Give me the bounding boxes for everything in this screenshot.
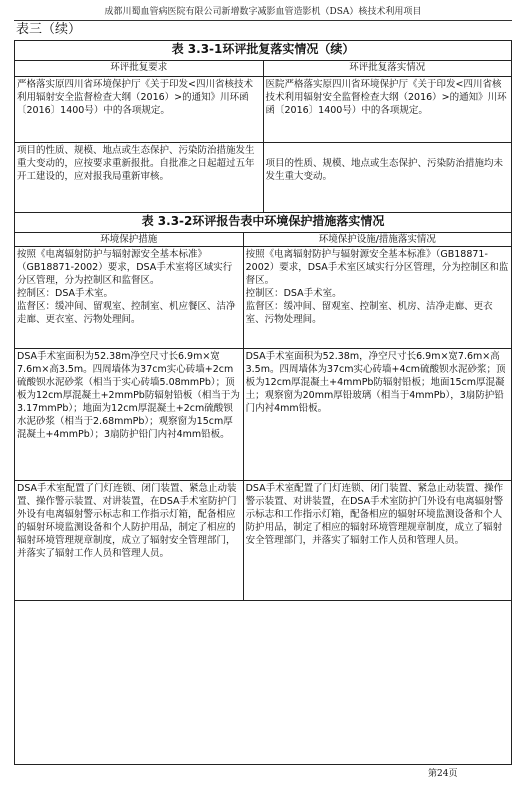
table2-cell: DSA手术室面积为52.38m，净空尺寸长6.9m×宽7.6m×高3.5m。四周墙体为37cm实心砖墙+4cm硫酸钡水泥砂浆；顶板为12cm厚混凝土+4mmPb防辐射铅板；地面15cm厚混凝土；观察窗为20mm厚铅玻璃（相当于4mmPb），3扇防护铅门内衬4mm铅板。 xyxy=(243,349,511,481)
table-approval-implementation xyxy=(14,60,512,213)
table2-cell: DSA手术室面积为52.38m净空尺寸长6.9m×宽7.6m×高3.5m。四周墙体为37cm实心砖墙+2cm硫酸钡水泥砂浆（相当于实心砖墙5.08mmPb）；顶板为12cm厚混凝土+2mmPb防辐射铅板（相当于为3.17mmPb）；地面为12cm厚混凝土+2cm硫酸钡水泥砂浆（相当于2.68mmPb）；观察窗为15cm厚混凝土+4mmPb）；3扇防护铅门内衬4mm铅板。 xyxy=(15,349,244,481)
table-protection-measures xyxy=(14,232,512,601)
section-title: 表三（续） xyxy=(16,22,82,37)
table1-cell: 严格落实原四川省环境保护厅《关于印发<四川省核技术利用辐射安全监督检查大纲（2016）>的通知》川环函〔2016〕1400号）中的各项规定。 xyxy=(15,77,264,143)
table1-title: 表 3.3-1环评批复落实情况（续） xyxy=(171,42,355,56)
table2-cell: 按照《电离辐射防护与辐射源安全基本标准》（GB18871-2002）要求，DSA手术室将区域实行分区管理，分为控制区和监督区。 控制区：DSA手术室。 监督区：缓冲间、留观室、控制室、机应餐区、洁净走廊、更衣室、污物处理间。 xyxy=(15,247,244,349)
table1-cell: 项目的性质、规模、地点或生态保护、污染防治措施发生重大变动的，应按要求重新报批。自批准之日起超过五年开工建设的，应对报我局重新审核。 xyxy=(15,143,264,213)
table1-header-implementation: 环评批复落实情况 xyxy=(263,61,512,77)
table2-cell: DSA手术室配置了门灯连锁、闭门装置、紧急止动装置、操作警示装置、对讲装置，在DSA手术室防护门外设有电离辐射警示标志和工作指示灯箱，配备相应的辐射环境监测设备和个人防护用品，制定了相应的辐射环境管理规章制度，成立了辐射安全管理部门，并落实了辐射工作人员和管理人员。 xyxy=(15,481,244,601)
table2-title: 表 3.3-2环评报告表中环境保护措施落实情况 xyxy=(141,214,385,228)
table2-header-implementation: 环境保护设施/措施落实情况 xyxy=(243,233,511,247)
table1-cell: 医院严格落实原四川省环境保护厅《关于印发<四川省核技术利用辐射安全监督检查大纲（2016）>的通知》川环函〔2016〕1400号）中的各项规定。 xyxy=(263,77,512,143)
page-header: 成都川蜀血管病医院有限公司新增数字减影血管造影机（DSA）核技术利用项目 xyxy=(104,7,422,17)
table2-cell: DSA手术室配置了门灯连锁、闭门装置、紧急止动装置、操作警示装置、对讲装置，在DSA手术室防护门外设有电离辐射警示标志和工作指示灯箱，配备相应的辐射环境监测设备和个人防护用品，制定了相应的辐射环境管理规章制度，成立了辐射安全管理部门，并落实了辐射工作人员和管理人员。 xyxy=(243,481,511,601)
table2-cell: 按照《电离辐射防护与辐射源安全基本标准》（GB18871-2002）要求，DSA手术室区域实行分区管理，分为控制区和监督区。 控制区：DSA手术室。 监督区：缓冲间、留观室、控制室、机房、洁净走廊、更衣室、污物处理间。 xyxy=(243,247,511,349)
table1-cell: 项目的性质、规模、地点或生态保护、污染防治措施均未发生重大变动。 xyxy=(263,143,512,213)
table1-header-requirement: 环评批复要求 xyxy=(15,61,264,77)
header-rule xyxy=(14,20,512,21)
page-number: 第24页 xyxy=(428,769,458,779)
table2-header-measures: 环境保护措施 xyxy=(15,233,244,247)
